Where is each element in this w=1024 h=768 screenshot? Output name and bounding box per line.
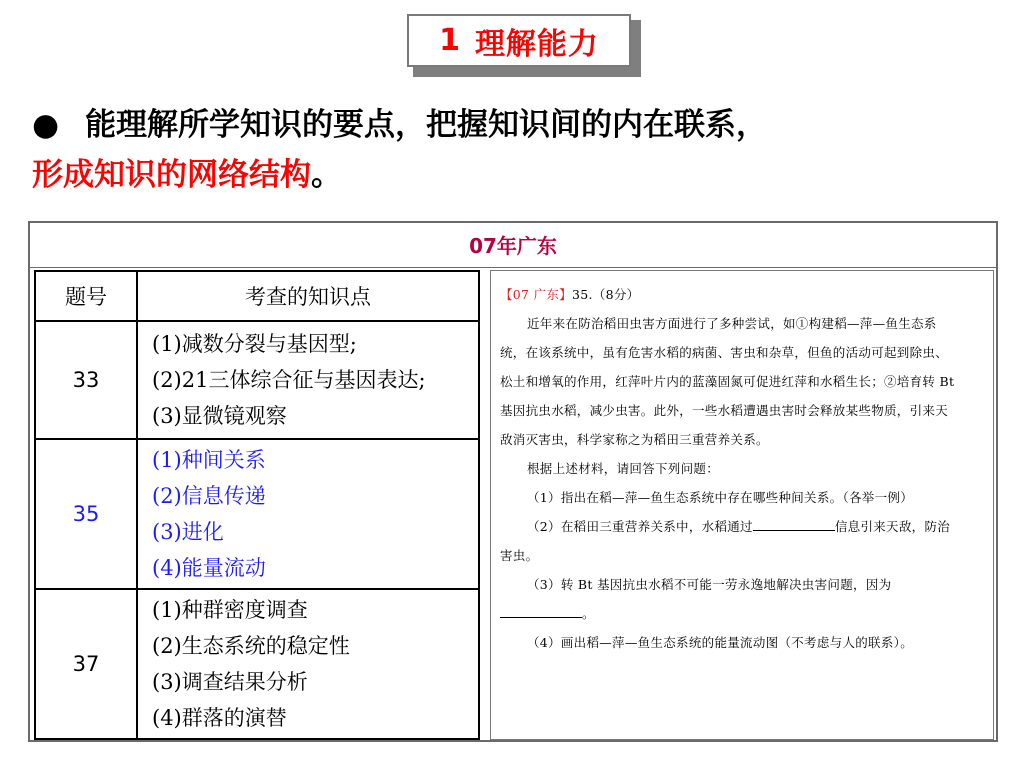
question-para1: 近年来在防治稻田虫害方面进行了多种尝试，如①构建稻—萍—鱼生态系统，在该系统中，虽有危害水稻的病菌、害虫和杂草，但鱼的活动可起到除虫、松土和增氧的作用，红萍叶片内的蓝藻固氮可促进红萍和水稻生长；②培育转 Bt 基因抗虫水稻，减少虫害。此外，一些水稻遭遇虫害时会释放某些物质，引来天敌消灭害虫，科学家称之为稻田三重营养关系。 [500,316,955,447]
question-para2: 根据上述材料，请回答下列问题： [527,461,720,476]
list-item: (3)调查结果分析 [152,670,308,694]
answer-blank [753,518,835,531]
list-item: (2)信息传递 [152,484,266,508]
row-items [137,439,479,589]
table-row [35,589,479,739]
q2-text-a: （2）在稻田三重营养关系中，水稻通过 [527,519,753,534]
question-header [500,280,960,309]
header-question-number: 题号 [35,271,137,321]
question-source: 【07 广东】 [500,287,572,302]
list-item: (3)进化 [152,520,224,544]
heading-line2-red: 形成知识的网络结构 [32,157,311,193]
list-item: (2)21三体综合征与基因表达; [152,368,426,392]
row-number: 37 [35,589,137,739]
list-item: (1)种群密度调查 [152,598,308,622]
bullet-icon: ● [32,107,60,143]
table-row [35,321,479,439]
list-item: (1)减数分裂与基因型; [152,332,357,356]
frame-title: 07年广东 [28,221,998,268]
q3-text-b: 。 [582,606,595,621]
q3-text-a: （3）转 Bt 基因抗虫水稻不可能一劳永逸地解决虫害问题，因为 [527,577,892,592]
question-number: 35.（8分） [571,287,640,302]
row-items [137,321,479,439]
question-text [500,280,960,657]
question-q1: （1）指出在稻—萍—鱼生态系统中存在哪些种间关系。（各举一例） [527,490,914,505]
question-q4: （4）画出稻—萍—鱼生态系统的能量流动图（不考虑与人的联系）。 [527,635,914,650]
heading-line1: 能理解所学知识的要点，把握知识间的内在联系， [85,107,768,143]
title-number: 1 [439,23,461,58]
table-header-row [35,271,479,321]
question-q2 [500,512,960,570]
header-knowledge-points: 考查的知识点 [137,271,479,321]
heading-line2-end: 。 [311,157,342,193]
answer-blank [500,605,582,618]
title-text: 理解能力 [474,26,599,62]
row-items [137,589,479,739]
heading [32,100,992,200]
q2-text-b: 信息引来天敌，防治害虫。 [500,519,951,563]
knowledge-table [34,270,480,740]
question-q3 [500,570,960,628]
row-number: 33 [35,321,137,439]
list-item: (3)显微镜观察 [152,404,287,428]
table-row [35,439,479,589]
list-item: (4)群落的演替 [152,706,287,730]
list-item: (4)能量流动 [152,556,266,580]
list-item: (1)种间关系 [152,448,266,472]
row-number: 35 [35,439,137,589]
list-item: (2)生态系统的稳定性 [152,634,350,658]
slide-title [407,14,631,67]
